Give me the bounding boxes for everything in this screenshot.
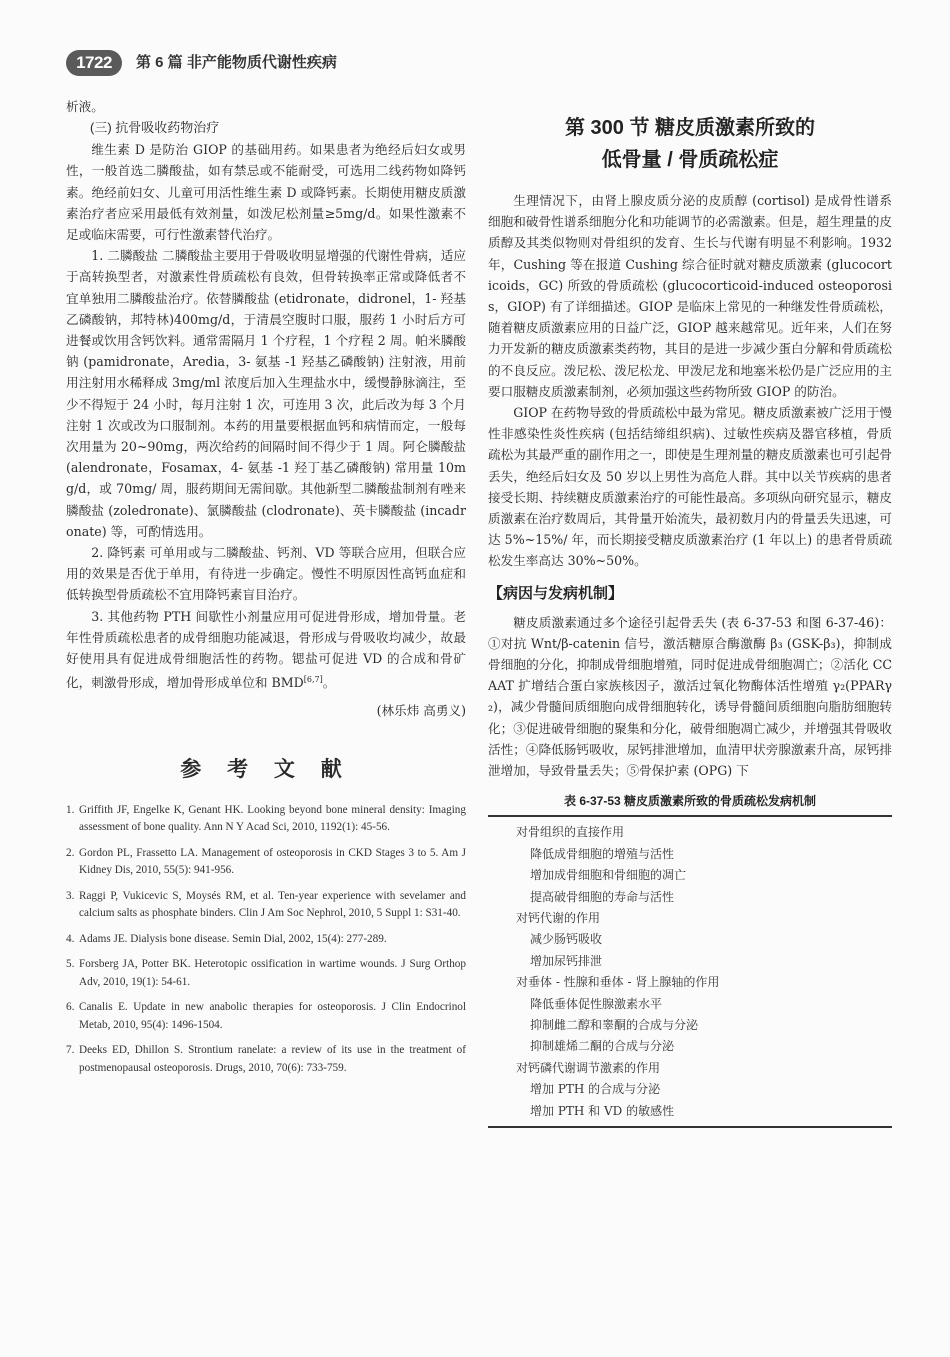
reference-text: Griffith JF, Engelke K, Genant HK. Looking beyond bone mineral density: Imaging assessment of bone quality. Ann N Y Acad Sci, 2010, 1192(1): 45-56.	[79, 803, 466, 834]
paragraph-bisphosphonates: 1. 二膦酸盐 二膦酸盐主要用于骨吸收明显增强的代谢性骨病，适应于高转换型者，对激素性骨质疏松有良效，但骨转换率正常或降低者不宜单独用二膦酸盐治疗。依替膦酸盐 (etidronate，didronel，1- 羟基乙磷酸钠，邦特林)400mg/d，于清晨空腹时口服，服药 1 小时后方可进餐或饮用含钙饮料。通常需隔月 1 个疗程，1 个疗程 2 周。帕米膦酸钠 (pamidronate，Aredia，3- 氨基 -1 羟基乙磷酸钠) 注射液，用前用注射用水稀释成 3mg/ml 浓度后加入生理盐水中，缓慢静脉滴注，至少不得短于 24 小时，每月注射 1 次，可连用 3 次，此后改为每 3 个月注射 1 次或改为口服制剂。本药的用量要根据血钙和病情而定，一般每次用量为 20~90mg，两次给药的间隔时间不得少于 1 周。阿仑膦酸盐 (alendronate，Fosamax，4- 氨基 -1 羟丁基乙磷酸钠) 常用量 10mg/d，或 70mg/ 周，服药期间无需间歇。其他新型二膦酸盐制剂有唑来膦酸盐 (zoledronate)、氯膦酸盐 (clodronate)、英卡膦酸盐 (incadronate) 等，可酌情选用。	[66, 248, 466, 539]
section-title-line1: 第 300 节 糖皮质激素所致的	[564, 117, 816, 139]
table-item-row: 增加 PTH 和 VD 的敏感性	[530, 1103, 675, 1118]
reference-text: Canalis E. Update in new anabolic therapies for osteoporosis. J Clin Endocrinol Metab, 2010, 95(4): 1496-1504.	[79, 1001, 466, 1031]
paragraph-vitamin-d: 维生素 D 是防治 GIOP 的基础用药。如果患者为绝经后妇女或男性，一般首选二膦酸盐，如有禁忌或不能耐受，可选用二线药物如降钙素。绝经前妇女、儿童可用活性维生素 D 或降钙素。长期使用糖皮质激素治疗者应采用最低有效剂量，如泼尼松剂量≥5mg/d。如果性激素不足或临床需要，可行性激素替代治疗。	[66, 142, 466, 243]
table-item-row: 增加尿钙排泄	[530, 953, 603, 968]
paragraph-other-drugs	[66, 606, 466, 694]
reference-text: Adams JE. Dialysis bone disease. Semin Dial, 2002, 15(4): 277-289.	[79, 932, 387, 945]
right-column	[488, 96, 892, 1128]
reference-item	[66, 802, 466, 837]
table-caption: 表 6-37-53 糖皮质激素所致的骨质疏松发病机制	[563, 794, 817, 809]
reference-item	[66, 999, 466, 1034]
table-category-row: 对骨组织的直接作用	[516, 825, 625, 840]
authors: (林乐炜 高勇义)	[376, 702, 466, 718]
section-title-line2: 低骨量 / 骨质疏松症	[601, 149, 779, 171]
table-item-row: 增加成骨细胞和骨细胞的凋亡	[530, 868, 687, 883]
reference-number: 3.	[66, 889, 75, 902]
table-item-row: 降低成骨细胞的增殖与活性	[530, 846, 675, 861]
paragraph-continuation: 析液。	[66, 99, 104, 114]
reference-item	[66, 1042, 466, 1077]
references-list	[66, 802, 466, 1078]
reference-text: Gordon PL, Frassetto LA. Management of osteoporosis in CKD Stages 3 to 5. Am J Kidney Dis, 2010, 55(5): 941-956.	[79, 846, 466, 877]
section-title	[488, 112, 892, 176]
table-category-row: 对钙代谢的作用	[516, 910, 601, 925]
table-category-row: 对钙磷代谢调节激素的作用	[516, 1060, 661, 1075]
paragraph-intro: 生理情况下，由肾上腺皮质分泌的皮质醇 (cortisol) 是成骨性谱系细胞和破骨性谱系细胞分化和功能调节的必需激素。但是，超生理量的皮质醇及其类似物则对骨组织的发育、生长与代谢有明显不利影响。1932 年，Cushing 等在报道 Cushing 综合征时就对糖皮质激素 (glucocorticoids，GC) 所致的骨质疏松 (glucocorticoid-induced osteoporosis，GIOP) 有了详细描述。GIOP 是临床上常见的一种继发性骨质疏松，随着糖皮质激素应用的日益广泛，GIOP 越来越常见。近年来，人们在努力开发新的糖皮质激素类药物，其目的是进一步减少蛋白分解和骨质疏松的不良反应。泼尼松、泼尼松龙、甲泼尼龙和地塞米松仍是广泛应用的主要口服糖皮质激素制剂，必须加强这些药物所致 GIOP 的防治。	[488, 193, 892, 399]
reference-item	[66, 888, 466, 923]
reference-number: 5.	[66, 958, 75, 971]
reference-text: Deeks ED, Dhillon S. Strontium ranelate: a review of its use in the treatment of postmenopausal osteoporosis. Drugs, 2010, 70(6): 733-759.	[79, 1044, 466, 1074]
reference-number: 1.	[66, 803, 75, 816]
chapter-title: 第 6 篇 非产能物质代谢性疾病	[136, 54, 337, 71]
reference-text: Raggi P, Vukicevic S, Moysés RM, et al. Ten-year experience with sevelamer and calcium salts as phosphate binders. Clin J Am Soc Nephrol, 2010, 5 Suppl 1: S31-40.	[79, 889, 466, 920]
other-drugs-end: 。	[322, 675, 336, 691]
table-item-row: 抑制雄烯二酮的合成与分泌	[530, 1039, 675, 1054]
mechanism-table	[488, 815, 892, 1128]
subheading-antiresorptive: (三) 抗骨吸收药物治疗	[90, 120, 220, 136]
reference-number: 6.	[66, 1001, 75, 1014]
other-drugs-text: 3. 其他药物 PTH 间歇性小剂量应用可促进骨形成，增加骨量。老年性骨质疏松患者的成骨细胞功能减退，骨形成与骨吸收均减少，故最好使用具有促进成骨细胞活性的药物。锶盐可促进 VD 的合成和骨矿化，刺激骨形成，增加骨形成单位和 BMD	[66, 608, 466, 691]
table-item-row: 降低垂体促性腺激素水平	[530, 996, 663, 1011]
reference-number: 7.	[66, 1044, 75, 1057]
reference-item	[66, 845, 466, 880]
paragraph-calcitonin: 2. 降钙素 可单用或与二膦酸盐、钙剂、VD 等联合应用，但联合应用的效果是否优于单用，有待进一步确定。慢性不明原因性高钙血症和低转换型骨质疏松不宜用降钙素盲目治疗。	[66, 545, 466, 603]
table-item-row: 增加 PTH 的合成与分泌	[530, 1082, 661, 1097]
table-category-row: 对垂体 - 性腺和垂体 - 肾上腺轴的作用	[516, 975, 720, 990]
reference-item	[66, 931, 466, 949]
paragraph-mechanism: 糖皮质激素通过多个途径引起骨丢失 (表 6-37-53 和图 6-37-46)：①对抗 Wnt/β-catenin 信号，激活糖原合酶激酶 β₃ (GSK-β₃)，抑制成骨细胞的分化，抑制成骨细胞增殖，同时促进成骨细胞凋亡；②活化 CCAAT 扩增结合蛋白家族核因子，激活过氧化物酶体活性增殖 γ₂(PPARγ₂)，减少骨髓间质细胞向成骨细胞转化，诱导骨髓间质细胞向脂肪细胞转化；③促进破骨细胞的聚集和分化，破骨细胞凋亡减少，并增强其骨吸收活性；④降低肠钙吸收，尿钙排泄增加，血清甲状旁腺激素升高，尿钙排泄增加，导致骨量丢失；⑤骨保护素 (OPG) 下	[488, 614, 892, 779]
left-column	[66, 96, 466, 1085]
paragraph-giop: GIOP 在药物导致的骨质疏松中最为常见。糖皮质激素被广泛用于慢性非感染性炎性疾病 (包括结缔组织病)、过敏性疾病及器官移植，骨质疏松为其最严重的副作用之一，即使是生理剂量的糖皮质激素也可引起骨丢失，绝经后妇女及 50 岁以上男性为高危人群。其中以关节疾病的患者接受长期、持续糖皮质激素治疗的可能性最高。多项纵向研究显示，糖皮质激素在治疗数周后，其骨量开始流失，最初数月内的骨量丢失迅速，可达 5%~15%/ 年，而长期接受糖皮质激素治疗 (1 年以上) 的患者骨质疏松发生率高达 30%~50%。	[488, 405, 892, 569]
table-item-row: 抑制雌二醇和睾酮的合成与分泌	[530, 1017, 699, 1032]
page-number: 1722	[66, 50, 122, 76]
reference-text: Forsberg JA, Potter BK. Heterotopic ossification in wartime wounds. J Surg Orthop Adv, 2010, 19(1): 54-61.	[79, 958, 466, 988]
citation: [6,7]	[303, 675, 323, 685]
reference-item	[66, 956, 466, 991]
table-item-row: 提高破骨细胞的寿命与活性	[530, 889, 675, 904]
reference-number: 2.	[66, 846, 75, 859]
mechanism-heading: 【病因与发病机制】	[488, 584, 624, 602]
table-item-row: 减少肠钙吸收	[530, 932, 603, 947]
references-title: 参 考 文 献	[180, 757, 352, 781]
page-header	[66, 50, 906, 78]
reference-number: 4.	[66, 932, 75, 945]
